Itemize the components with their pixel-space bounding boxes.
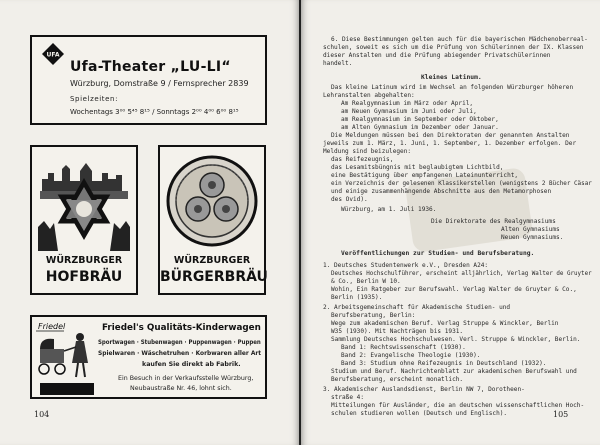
hofbraeu-line1: WÜRZBURGER: [45, 255, 123, 266]
section-heading: Kleines Latinum.: [421, 74, 482, 81]
text-line: Sammlung Deutsches Hochschulwesen. Verl. Struppe & Winckler, Berlin.: [331, 336, 581, 343]
text-line: 2. Arbeitsgemeinschaft für Akademische Studien- und: [323, 304, 511, 311]
left-page: [0, 0, 299, 445]
pram-icon: [34, 319, 94, 381]
text-line: Berufsberatung, erscheint monatlich.: [331, 376, 464, 383]
text-line: am Alten Gymnasium im Dezember oder Januar.: [341, 124, 499, 131]
text-line: dieser Anstalten und die Prüfung abiegender Privatschülerinnen: [323, 52, 551, 59]
text-line: Band 2: Evangelische Theologie (1930).: [341, 352, 481, 359]
text-line: Band 1: Rechtswissenschaft (1930).: [341, 344, 466, 351]
buergerbraeu-line1: WÜRZBURGER: [173, 255, 251, 266]
text-line: 3. Akademischer Auslandsdienst, Berlin NW 7, Dorotheen-: [323, 386, 525, 393]
ufa-logo-text: UFA: [46, 51, 60, 59]
buergerbraeu-ad: [158, 145, 266, 295]
hofbraeu-ad: [30, 145, 138, 295]
friedel-line3: kaufen Sie direkt ab Fabrik.: [142, 361, 241, 368]
friedel-visit2: Neubaustraße Nr. 46, lohnt sich.: [130, 385, 232, 392]
text-line: Mitteilungen für Ausländer, die an deutschen wissenschaftlichen Hoch-: [331, 402, 585, 409]
section-heading: Veröffentlichungen zur Studien- und Berufsberatung.: [341, 250, 535, 257]
text-line: 6. Diese Bestimmungen gelten auch für die bayerischen Mädchenoberreal-: [331, 36, 588, 43]
text-line: des Ovid).: [331, 196, 368, 203]
ufa-sunday-times: / Sonntags 2⁰⁰ 4⁰⁰ 6⁰⁰ 8¹⁵: [152, 108, 239, 116]
text-line: das Lesamitsbüngnis mit beglaubigtem Lichtbild,: [331, 164, 504, 171]
friedel-line1: Sportwagen · Stubenwagen · Puppenwagen · Puppen: [98, 339, 261, 346]
text-line: straße 4:: [331, 394, 365, 401]
text-line: jeweils zum 1. März, 1. Juni, 1. September, 1. Dezember erfolgen. Der: [323, 140, 577, 147]
right-page: [301, 0, 600, 445]
text-line: Meldung sind beizulegen:: [323, 148, 412, 155]
ufa-play-times-label: Spielzeiten:: [70, 95, 119, 103]
text-line: schulen, soweit es sich um die Prüfung von Schülerinnen der IX. Klassen: [323, 44, 584, 51]
text-line: am Realgymnasium im September oder Oktober,: [341, 116, 499, 123]
friedel-line2: Spielwaren · Wäschetruhen · Korbwaren aller Art: [98, 350, 262, 357]
text-line: W35 (1930). Mit Nachträgen bis 1931.: [331, 328, 464, 335]
text-line: eine Bestätigung über empfangenen Lateinunterricht,: [331, 172, 519, 179]
text-line: Studium und Beruf. Nachrichtenblatt zur akademischen Berufswahl und: [331, 368, 577, 375]
text-line: und einige zusammenhängende Abschnitte aus den Metamorphosen: [331, 188, 552, 195]
text-line: Band 3: Studium ohne Reifezeugnis in Deutschland (1932).: [341, 360, 547, 367]
text-line: Neuen Gymnasiums.: [501, 234, 564, 241]
text-line: Die Meldungen müssen bei den Direktoraten der genannten Anstalten: [331, 132, 570, 139]
friedel-title: Friedel's Qualitäts-Kinderwagen: [102, 323, 261, 333]
text-line: Deutsches Hochschulführer, erscheint alljährlich, Verlag Walter de Gruyter: [331, 270, 592, 277]
text-line: handelt.: [323, 60, 353, 67]
text-line: Wege zum akademischen Beruf. Verlag Struppe & Winckler, Berlin: [331, 320, 559, 327]
ufa-weekday-times: Wochentags 3⁰⁰ 5⁴⁵ 8¹⁵: [70, 108, 150, 116]
hofbraeu-star-castle-icon: [36, 151, 132, 251]
pram-label: Friedel: [38, 322, 66, 331]
text-line: Wohin, Ein Ratgeber zur Berufswahl. Verlag Walter de Gruyter & Co.,: [331, 286, 577, 293]
buergerbraeu-line2: BÜRGERBRÄU: [160, 269, 268, 285]
text-line: am Neuen Gymnasium im Juni oder Juli,: [341, 108, 477, 115]
friedel-visit1: Ein Besuch in der Verkaufsstelle Würzburg,: [118, 375, 254, 382]
text-line: Berlin (1935).: [331, 294, 383, 301]
hofbraeu-line2: HOFBRÄU: [45, 269, 123, 285]
buergerbraeu-seal-icon: [164, 151, 260, 251]
ufa-theater-address: Würzburg, Domstraße 9 / Fernsprecher 2839: [70, 79, 249, 88]
text-line: Die Direktorate des Realgymnasiums: [431, 218, 556, 225]
ufa-play-times: [70, 108, 239, 116]
text-line: 1. Deutsches Studentenwerk e.V., Dresden A24:: [323, 262, 489, 269]
text-line: Berufsberatung, Berlin:: [331, 312, 416, 319]
text-line: ein Verzeichnis der gelesenen Klassikerstellen (wenigstens 2 Bücher Cäsar: [331, 180, 592, 187]
text-line: Am Realgymnasium im März oder April,: [341, 100, 474, 107]
ufa-theater-ad: [30, 35, 267, 125]
ad-black-band: [40, 383, 94, 395]
ufa-logo-icon: [42, 43, 64, 65]
text-line: Alten Gymnasiums: [501, 226, 560, 233]
text-line: Lehranstalten abgehalten:: [323, 92, 415, 99]
ufa-theater-title: Ufa-Theater „LU-LI“: [70, 59, 231, 75]
text-line: & Co., Berlin W 10.: [331, 278, 401, 285]
text-line: Das kleine Latinum wird im Wechsel an folgenden Würzburger höheren: [331, 84, 574, 91]
friedel-kinderwagen-ad: [30, 315, 267, 399]
text-line: das Reifezeugnis,: [331, 156, 394, 163]
text-line: schulen studieren wollen (Deutsch und Englisch).: [331, 410, 508, 417]
page-number-right: 105: [553, 410, 569, 419]
text-line: Würzburg, am 1. Juli 1936.: [341, 206, 437, 213]
page-number-left: 104: [34, 410, 50, 419]
